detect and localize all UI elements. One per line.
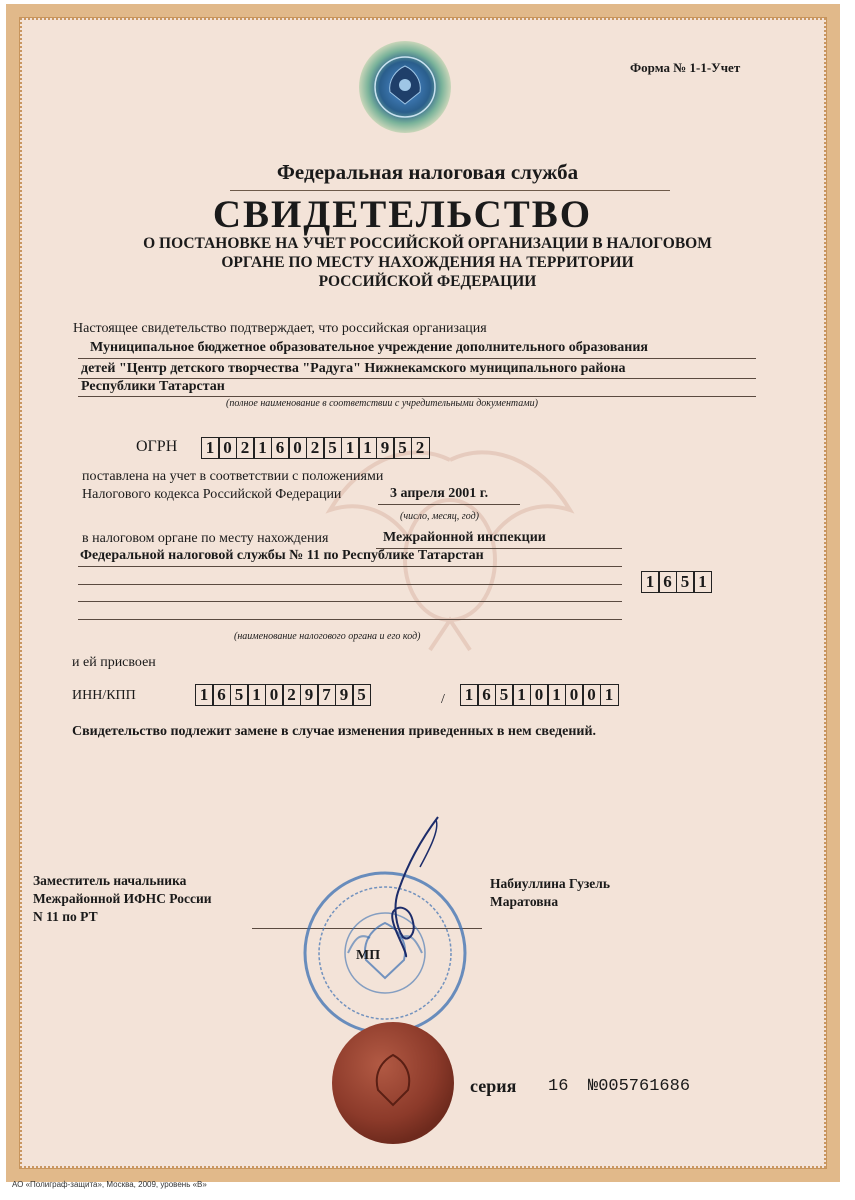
replacement-notice: Свидетельство подлежит замене в случае изменения приведенных в нем сведений. (72, 724, 597, 739)
digit-box: 5 (323, 437, 342, 459)
wax-seal-icon (330, 1020, 456, 1146)
authority-name-line-1: Межрайонной инспекции (383, 530, 546, 545)
official-position-line-2: Межрайонной ИФНС России (33, 891, 212, 906)
digit-box: 1 (247, 684, 266, 706)
underline (78, 396, 756, 397)
official-position-line-1: Заместитель начальника (33, 873, 187, 888)
authority-caption: (наименование налогового органа и его код) (234, 631, 421, 642)
inn-kpp-separator: / (441, 692, 445, 707)
digit-box: 5 (676, 571, 695, 593)
tax-code-text: Налогового кодекса Российской Федерации (82, 487, 342, 502)
underline (78, 601, 622, 602)
digit-box: 1 (460, 684, 479, 706)
digit-box: 0 (530, 684, 549, 706)
registration-date: 3 апреля 2001 г. (390, 486, 489, 501)
digit-box: 9 (335, 684, 354, 706)
digit-box: 7 (317, 684, 336, 706)
digit-box: 5 (393, 437, 412, 459)
digit-box: 9 (376, 437, 395, 459)
official-name-line-2: Маратовна (490, 894, 559, 909)
digit-box: 2 (411, 437, 430, 459)
digit-box: 1 (693, 571, 712, 593)
digit-box: 2 (282, 684, 301, 706)
org-name-line-3: Республики Татарстан (81, 379, 225, 394)
digit-box: 1 (600, 684, 619, 706)
digit-box: 1 (253, 437, 272, 459)
digit-box: 0 (582, 684, 601, 706)
service-name: Федеральная налоговая служба (276, 160, 579, 184)
inn-digit-boxes (196, 684, 371, 706)
digit-box: 1 (358, 437, 377, 459)
digit-box: 6 (477, 684, 496, 706)
authority-code-boxes (642, 571, 712, 593)
digit-box: 0 (565, 684, 584, 706)
digit-box: 0 (288, 437, 307, 459)
digit-box: 2 (236, 437, 255, 459)
digit-box: 0 (218, 437, 237, 459)
official-position-line-3: N 11 по РТ (33, 909, 98, 924)
digit-box: 1 (641, 571, 660, 593)
ogrn-label: ОГРН (136, 438, 178, 455)
underline (78, 358, 756, 359)
handwritten-signature-icon (368, 812, 458, 962)
digit-box: 5 (230, 684, 249, 706)
kpp-digit-boxes (461, 684, 619, 706)
digit-box: 6 (212, 684, 231, 706)
digit-box: 0 (265, 684, 284, 706)
intro-text: Настоящее свидетельство подтверждает, что российская организация (73, 321, 487, 336)
underline (78, 619, 622, 620)
authority-name-line-2: Федеральной налоговой службы № 11 по Республике Татарстан (80, 548, 484, 563)
digit-box: 5 (352, 684, 371, 706)
digit-box: 1 (341, 437, 360, 459)
ogrn-digit-boxes (202, 437, 430, 459)
digit-box: 2 (306, 437, 325, 459)
digit-box: 6 (271, 437, 290, 459)
digit-box: 5 (495, 684, 514, 706)
digit-box: 1 (201, 437, 220, 459)
form-number: Форма № 1-1-Учет (630, 60, 741, 75)
official-name-line-1: Набиуллина Гузель (490, 876, 610, 891)
underline (378, 504, 520, 505)
series-value: 16 (548, 1077, 569, 1096)
digit-box: 9 (300, 684, 319, 706)
document-title: СВИДЕТЕЛЬСТВО (212, 193, 593, 236)
divider-line (230, 190, 670, 191)
digit-box: 1 (512, 684, 531, 706)
underline (78, 584, 622, 585)
digit-box: 1 (547, 684, 566, 706)
org-name-line-2: детей "Центр детского творчества "Радуга" Нижнекамского муниципального района (81, 361, 626, 376)
subtitle-line-3: РОССИЙСКОЙ ФЕДЕРАЦИИ (318, 273, 537, 290)
digit-box: 6 (658, 571, 677, 593)
underline (78, 566, 622, 567)
certificate-number: №005761686 (588, 1077, 691, 1096)
org-name-caption: (полное наименование в соответствии с учредительными документами) (226, 398, 538, 409)
series-label: серия (470, 1076, 517, 1096)
mp-label: МП (356, 948, 381, 963)
subtitle-line-2: ОРГАНЕ ПО МЕСТУ НАХОЖДЕНИЯ НА ТЕРРИТОРИИ (221, 254, 634, 271)
inn-kpp-label: ИНН/КПП (72, 688, 136, 703)
digit-box: 1 (195, 684, 214, 706)
subtitle-line-1: О ПОСТАНОВКЕ НА УЧЕТ РОССИЙСКОЙ ОРГАНИЗАЦИИ В НАЛОГОВОМ (143, 235, 712, 252)
hologram-emblem-icon (358, 40, 452, 134)
registered-text: поставлена на учет в соответствии с положениями (82, 469, 384, 484)
org-name-line-1: Муниципальное бюджетное образовательное учреждение дополнительного образования (90, 340, 648, 355)
printer-footer-note: АО «Полиграф-защита», Москва, 2009, уровень «В» (12, 1180, 207, 1189)
authority-label: в налоговом органе по месту нахождения (82, 531, 329, 546)
date-caption: (число, месяц, год) (400, 511, 479, 522)
assigned-text: и ей присвоен (72, 655, 156, 670)
